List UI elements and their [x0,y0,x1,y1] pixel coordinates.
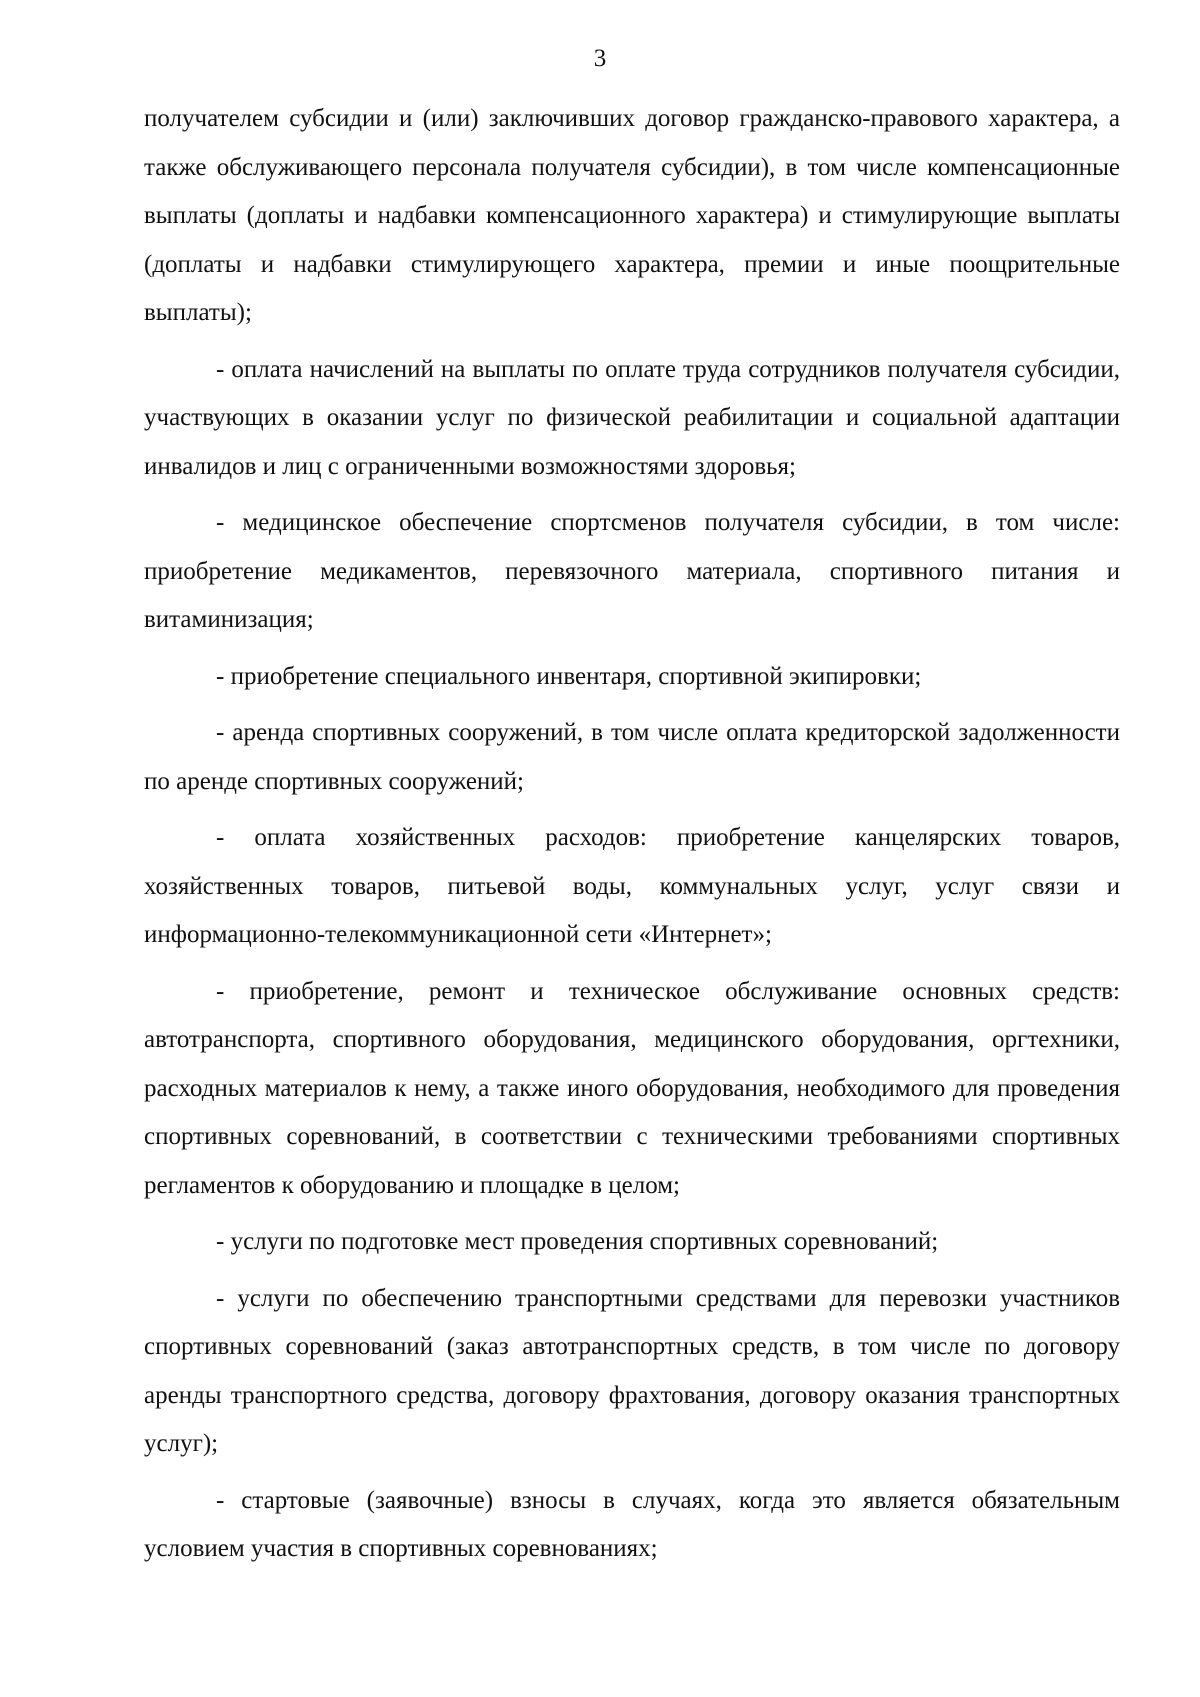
list-item-special-equipment: - приобретение специального инвентаря, спортивной экипировки; [216,662,922,690]
list-item-household-expenses: - оплата хозяйственных расходов: приобретение канцелярских товаров, хозяйственных товаров, питьевой воды, коммунальных услуг, услуг связи и информационно-телекоммуникационной сети «Интернет»; [144,824,1120,948]
page-number: 3 [593,45,607,72]
list-item-transport-services: - услуги по обеспечению транспортными средствами для перевозки участников спортивных соревнований (заказ автотранспортных средств, в том числе по договору аренды транспортного средства, договору фрахтования, договору оказания транспортных услуг); [144,1284,1120,1457]
list-item-fixed-assets: - приобретение, ремонт и техническое обслуживание основных средств: автотранспорта, спортивного оборудования, медицинского оборудования, оргтехники, расходных материалов к нему, а также иного оборудования, необходимого для проведения спортивных соревнований, в соответствии с техническими требованиями спортивных регламентов к оборудованию и площадке в целом; [144,977,1120,1199]
paragraph-continuation: получателем субсидии и (или) заключивших договор гражданско-правового характера, а также обслуживающего персонала получателя субсидии), в том числе компенсационные выплаты (доплаты и надбавки компенсационного характера) и стимулирующие выплаты (доплаты и надбавки стимулирующего характера, премии и иные поощрительные выплаты); [144,105,1120,326]
document-body [144,95,1120,1582]
list-item-payroll-charges: - оплата начислений на выплаты по оплате труда сотрудников получателя субсидии, участвующих в оказании услуг по физической реабилитации и социальной адаптации инвалидов и лиц с ограниченными возможностями здоровья; [144,355,1120,480]
list-item-entry-fees: - стартовые (заявочные) взносы в случаях, когда это является обязательным условием участия в спортивных соревнованиях; [144,1486,1120,1562]
list-item-medical-support: - медицинское обеспечение спортсменов получателя субсидии, в том числе: приобретение медикаментов, перевязочного материала, спортивного питания и витаминизация; [144,509,1120,633]
list-item-venue-preparation: - услуги по подготовке мест проведения спортивных соревнований; [216,1228,939,1255]
list-item-facility-rent: - аренда спортивных сооружений, в том числе оплата кредиторской задолженности по аренде спортивных сооружений; [144,719,1120,795]
